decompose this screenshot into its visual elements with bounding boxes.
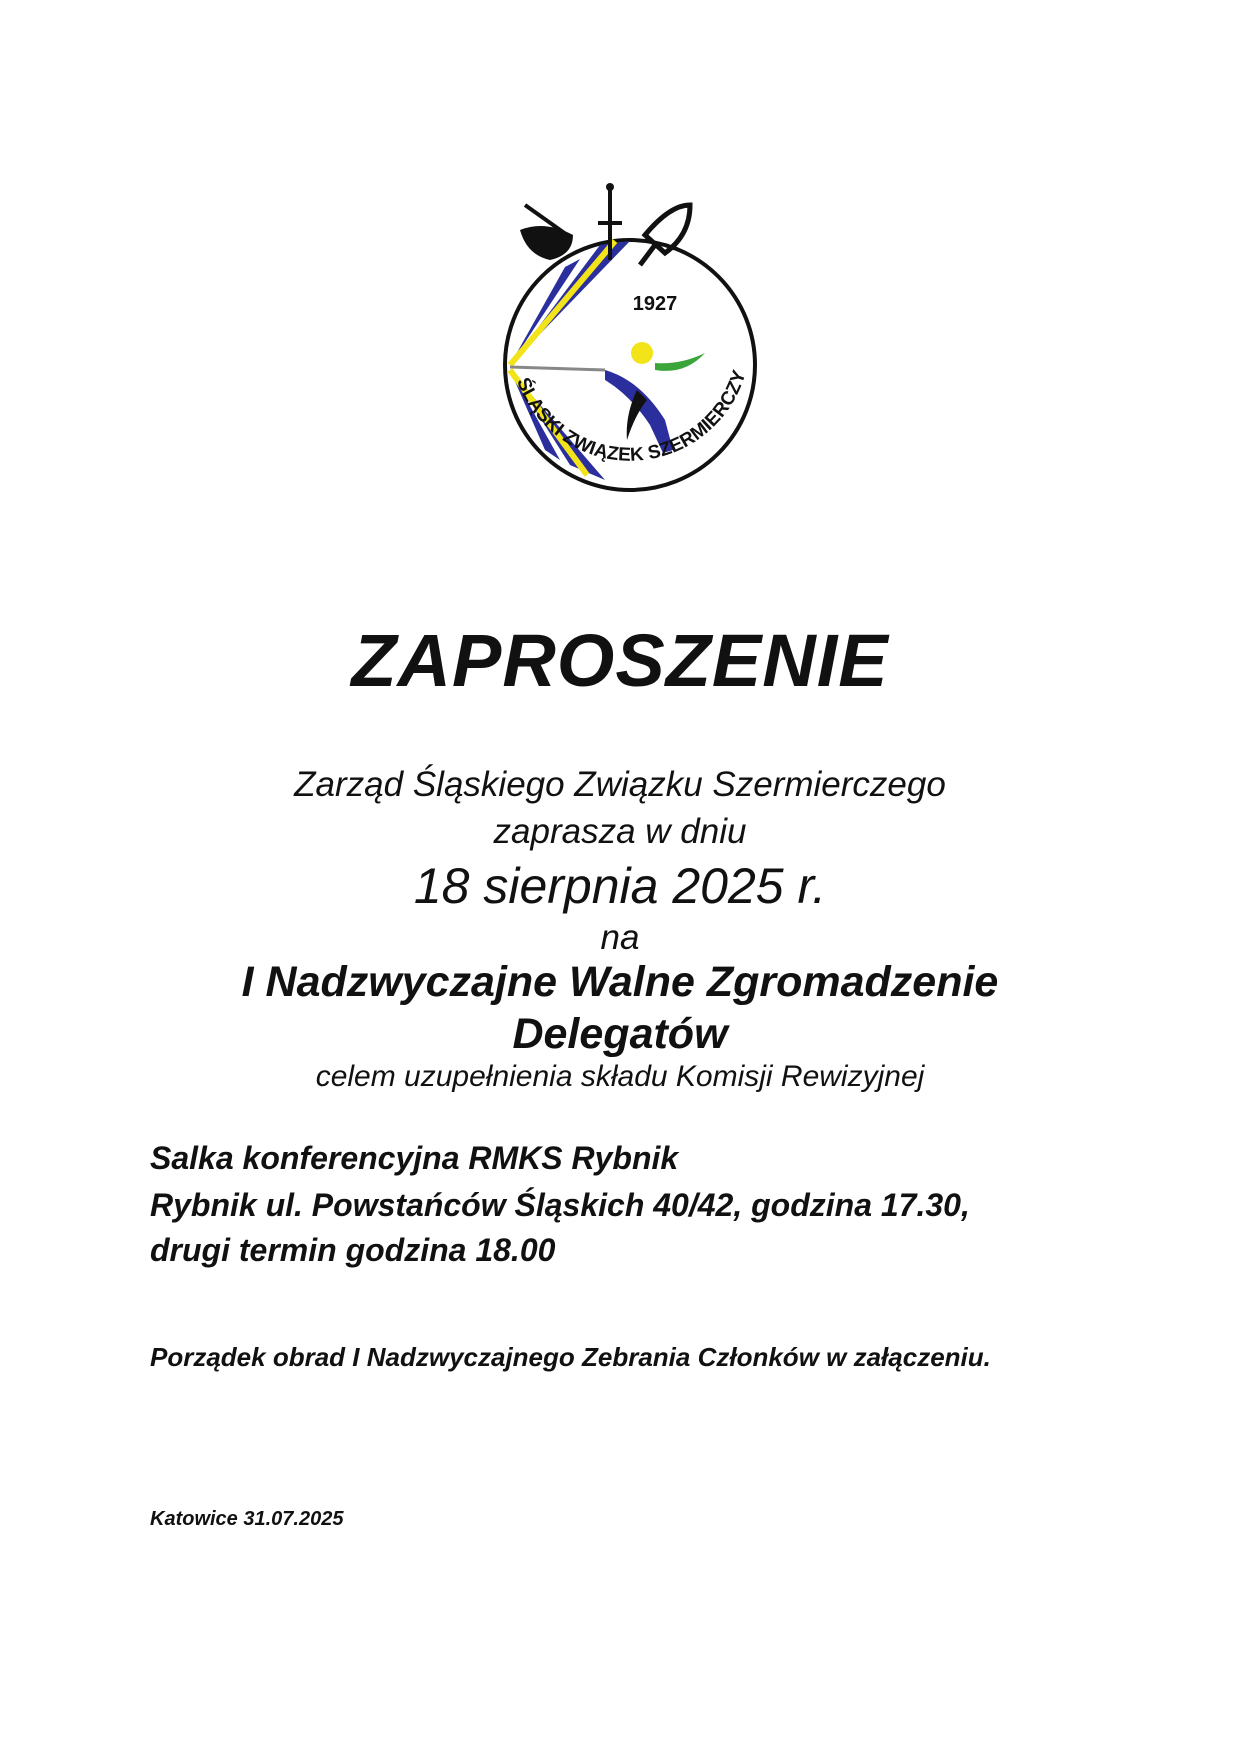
logo-circle-text: ŚLĄSKI ZWIĄZEK SZERMIERCZY [512, 367, 751, 466]
federation-logo [455, 175, 805, 535]
event-purpose: celem uzupełnienia składu Komisji Rewizyjnej [315, 1060, 925, 1093]
federation-logo-graphic [455, 175, 805, 535]
event-name-line2: Delegatów [512, 1010, 728, 1058]
logo-blade [510, 367, 605, 370]
logo-fencer-arm-green [655, 353, 705, 371]
event-name-line1: I Nadzwyczajne Walne Zgromadzenie [241, 958, 999, 1006]
venue-room: Salka konferencyjna RMKS Rybnik [150, 1140, 679, 1176]
venue-address-time: Rybnik ul. Powstańców Śląskich 40/42, godzina 17.30, [150, 1187, 970, 1223]
agenda-note: Porządek obrad I Nadzwyczajnego Zebrania Członków w załączeniu. [150, 1342, 991, 1372]
intro-na: na [600, 918, 640, 957]
logo-fencer-head [631, 342, 653, 364]
page-title: ZAPROSZENIE [351, 619, 889, 702]
intro-line-invites: zaprasza w dniu [493, 812, 747, 851]
place-and-date: Katowice 31.07.2025 [150, 1508, 344, 1530]
event-date: 18 sierpnia 2025 r. [413, 858, 827, 914]
logo-year: 1927 [632, 293, 678, 315]
intro-line-organizer: Zarząd Śląskiego Związku Szermierczego [294, 765, 946, 804]
venue-second-term: drugi termin godzina 18.00 [150, 1232, 556, 1268]
